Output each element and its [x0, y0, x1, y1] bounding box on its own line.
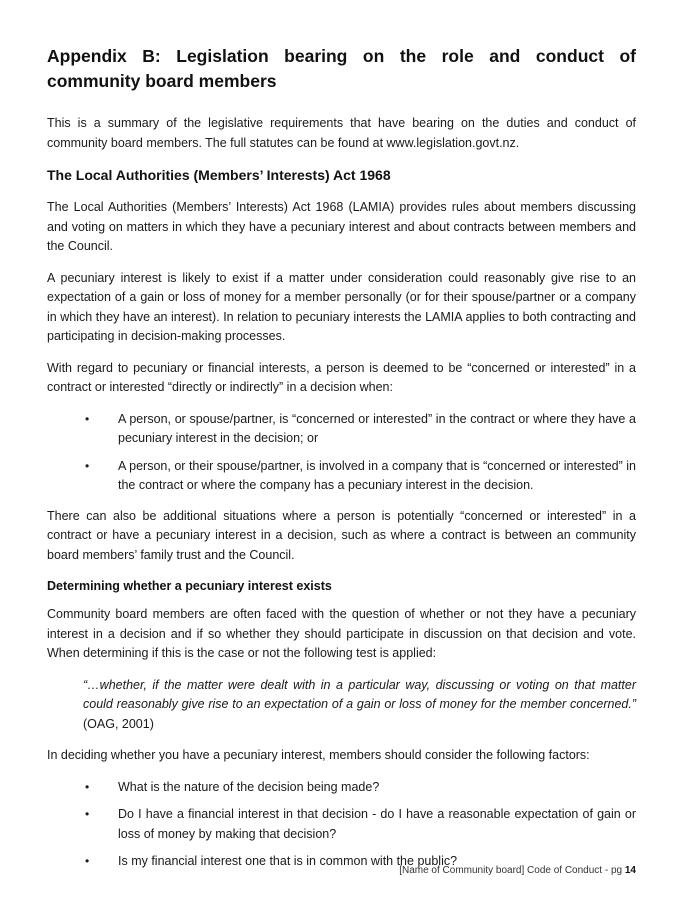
list-item: • A person, or spouse/partner, is “concerned or interested” in the contract or where they have a pecuniary interest in the decision; or [85, 411, 636, 445]
page-number: 14 [624, 865, 636, 876]
section-paragraph-2: A pecuniary interest is likely to exist if a matter under consideration could reasonably give rise to an expectation of a gain or loss of money for a member personally (or for their spouse/partner or a company in which they have an interest). In relation to pecuniary interests the LAMIA applies to both contracting and participating in decision-making processes. [47, 270, 636, 343]
bullet-icon: • [85, 807, 90, 821]
section-paragraph-3: With regard to pecuniary or financial interests, a person is deemed to be “concerned or interested” in a contract or interested “directly or indirectly” in a decision when: [47, 360, 636, 394]
subsection-heading: Determining whether a pecuniary interest exists [47, 579, 332, 593]
subsection-paragraph-1: Community board members are often faced with the question of whether or not they have a pecuniary interest in a decision and if so whether they should participate in discussion on that decision and vote. When determining if this is the case or not the following test is applied: [47, 607, 636, 660]
section-paragraph-4: There can also be additional situations where a person is potentially “concerned or interested” in a contract or have a pecuniary interest in a decision, such as where a contract is between an community board members’ family trust and the Council. [47, 508, 636, 562]
block-quote [47, 676, 636, 735]
quote-citation: (OAG, 2001) [83, 716, 154, 731]
section-paragraph-1: The Local Authorities (Members’ Interests) Act 1968 (LAMIA) provides rules about members discussing and voting on matters in which they have a pecuniary interest and about contracts between members and the Council. [47, 200, 636, 253]
subsection-paragraph-2: In deciding whether you have a pecuniary interest, members should consider the following factors: [47, 748, 590, 762]
list-item: • Do I have a financial interest in that decision - do I have a reasonable expectation of gain or loss of money by making that decision? [85, 807, 636, 841]
bullet-icon: • [85, 779, 90, 794]
intro-paragraph: This is a summary of the legislative requirements that have bearing on the duties and conduct of community board members. The full statutes can be found at www.legislation.govt.nz. [47, 116, 636, 150]
bullet-list-2 [47, 778, 636, 872]
bullet-list-1 [47, 410, 636, 496]
bullet-icon: • [85, 854, 90, 868]
footer-text: [Name of Community board] Code of Conduct - pg [399, 865, 625, 876]
bullet-icon: • [85, 411, 90, 426]
list-item: • A person, or their spouse/partner, is involved in a company that is “concerned or interested” in the contract or where the company has a pecuniary interest in the decision. [85, 458, 636, 492]
list-item: • What is the nature of the decision being made? [47, 778, 636, 798]
page-content [47, 44, 636, 883]
list-item: • Is my financial interest one that is in common with the public? [47, 852, 636, 872]
page-title: Appendix B: Legislation bearing on the role and conduct of community board members [47, 46, 636, 91]
quote-text: “…whether, if the matter were dealt with in a particular way, discussing or voting on that matter could reasonably give rise to an expectation of a gain or loss of money for the member concerned.” [83, 677, 636, 711]
bullet-icon: • [85, 458, 90, 473]
section-heading: The Local Authorities (Members’ Interests) Act 1968 [47, 167, 391, 183]
page-footer [0, 865, 636, 876]
